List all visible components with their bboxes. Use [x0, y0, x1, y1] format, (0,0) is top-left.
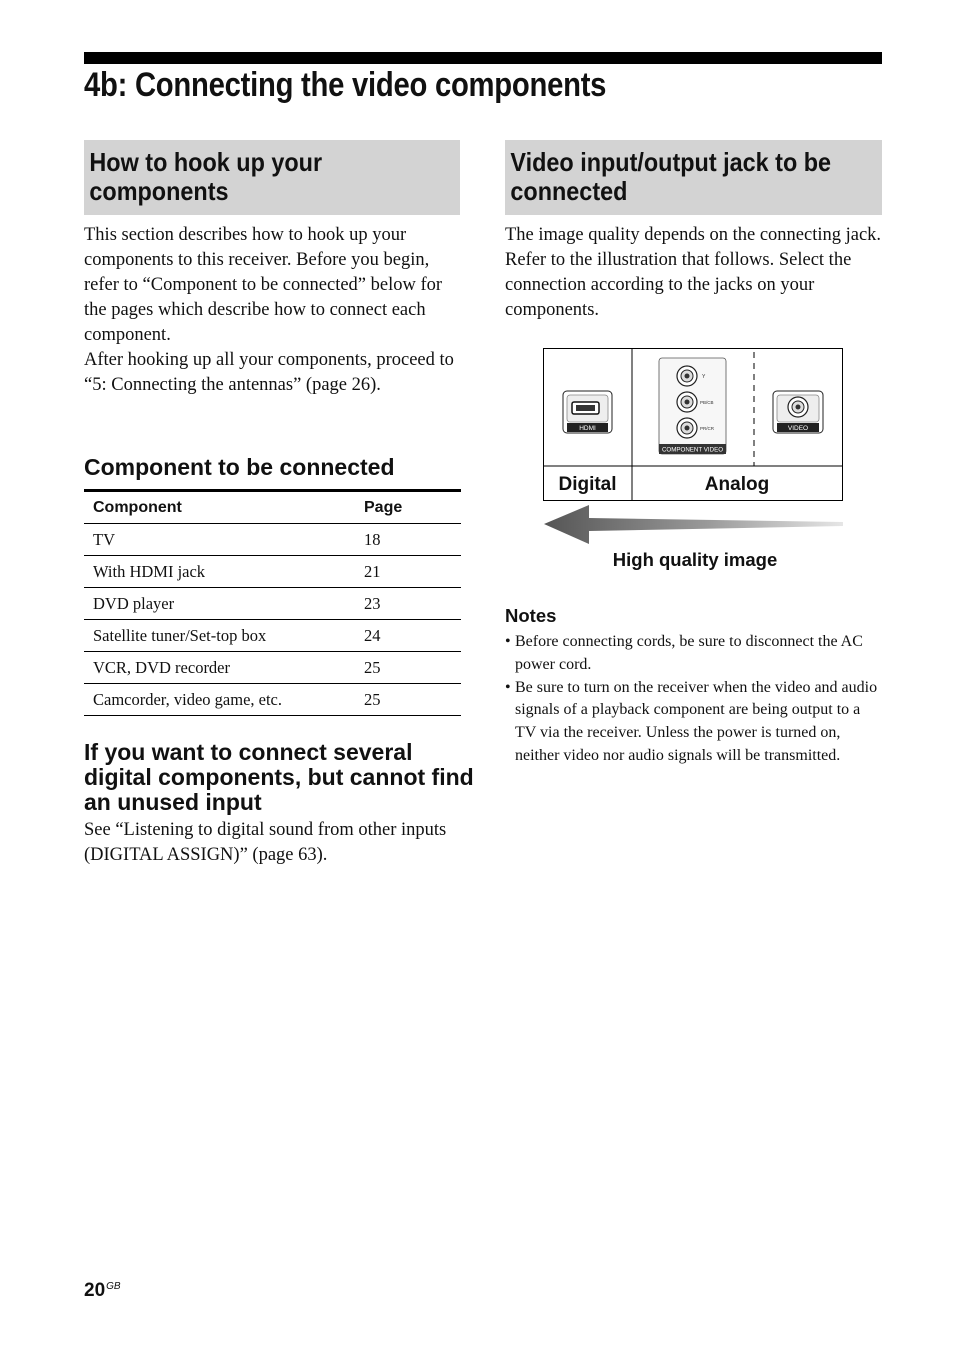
column-header-page: Page — [355, 491, 461, 524]
page-number-suffix: GB — [106, 1280, 121, 1292]
component-cell: Satellite tuner/Set-top box — [84, 620, 355, 652]
jack-quality-diagram — [543, 348, 843, 578]
page-number — [84, 1280, 121, 1302]
hookup-followup-paragraph: After hooking up all your components, proceed to “5: Connecting the antennas” (page 26). — [84, 350, 454, 395]
table-row — [84, 524, 461, 556]
component-table — [84, 489, 461, 716]
page-cell: 21 — [355, 556, 461, 588]
table-header-row — [84, 491, 461, 524]
section-header-video-jack — [505, 140, 882, 215]
component-video-jack-icon — [659, 358, 726, 454]
hookup-intro-paragraph: This section describes how to hook up your components to this receiver. Before you begin, refer to “Component to be connected” below for the pages which describe how to connect each component. — [84, 225, 443, 345]
section-header-hookup — [84, 140, 460, 215]
jack-label-pb: PB/CB — [700, 400, 714, 405]
table-row — [84, 588, 461, 620]
digital-label: Digital — [558, 474, 617, 495]
component-cell: With HDMI jack — [84, 556, 355, 588]
jack-label-y: Y — [702, 374, 706, 380]
page-cell: 18 — [355, 524, 461, 556]
notes-title: Notes — [505, 605, 557, 626]
multi-digital-heading: If you want to connect several digital components, but cannot find an unused input — [84, 739, 474, 815]
page-cell: 23 — [355, 588, 461, 620]
title-rule — [84, 52, 882, 64]
notes-list — [505, 631, 883, 768]
section-title-hookup: How to hook up your components — [89, 147, 323, 206]
page-cell: 25 — [355, 652, 461, 684]
jack-label-pr: PR/CR — [700, 426, 715, 431]
multi-digital-text: See “Listening to digital sound from other inputs (DIGITAL ASSIGN)” (page 63). — [84, 820, 447, 865]
note-item: • Be sure to turn on the receiver when the video and audio signals of a playback component are being output to a TV via the receiver. Unless the power is turned on, neither video nor audio signals will be transmitted. — [505, 677, 883, 768]
page-cell: 24 — [355, 620, 461, 652]
component-cell: DVD player — [84, 588, 355, 620]
table-row — [84, 652, 461, 684]
page-title: 4b: Connecting the video components — [84, 66, 607, 104]
hdmi-label: HDMI — [579, 425, 596, 432]
video-jack-icon — [773, 391, 823, 433]
section-title-video-jack: Video input/output jack to be connected — [510, 147, 832, 206]
high-quality-label: High quality image — [612, 549, 778, 570]
page-number-value: 20 — [84, 1280, 106, 1301]
page-cell: 25 — [355, 684, 461, 716]
column-header-component: Component — [84, 491, 355, 524]
component-cell: VCR, DVD recorder — [84, 652, 355, 684]
hdmi-jack-icon — [563, 391, 612, 433]
table-row — [84, 556, 461, 588]
note-item: • Before connecting cords, be sure to disconnect the AC power cord. — [505, 631, 883, 677]
component-cell: Camcorder, video game, etc. — [84, 684, 355, 716]
table-row — [84, 620, 461, 652]
video-label: VIDEO — [787, 425, 809, 432]
quality-arrow-icon — [544, 505, 843, 544]
video-jack-intro-paragraph: The image quality depends on the connecting jack. Refer to the illustration that follows. Select the connection according to the jacks on your components. — [505, 225, 882, 320]
component-cell: TV — [84, 524, 355, 556]
table-row — [84, 684, 461, 716]
component-table-heading: Component to be connected — [84, 454, 395, 480]
analog-label: Analog — [704, 474, 770, 495]
component-video-label: COMPONENT VIDEO — [661, 446, 724, 454]
